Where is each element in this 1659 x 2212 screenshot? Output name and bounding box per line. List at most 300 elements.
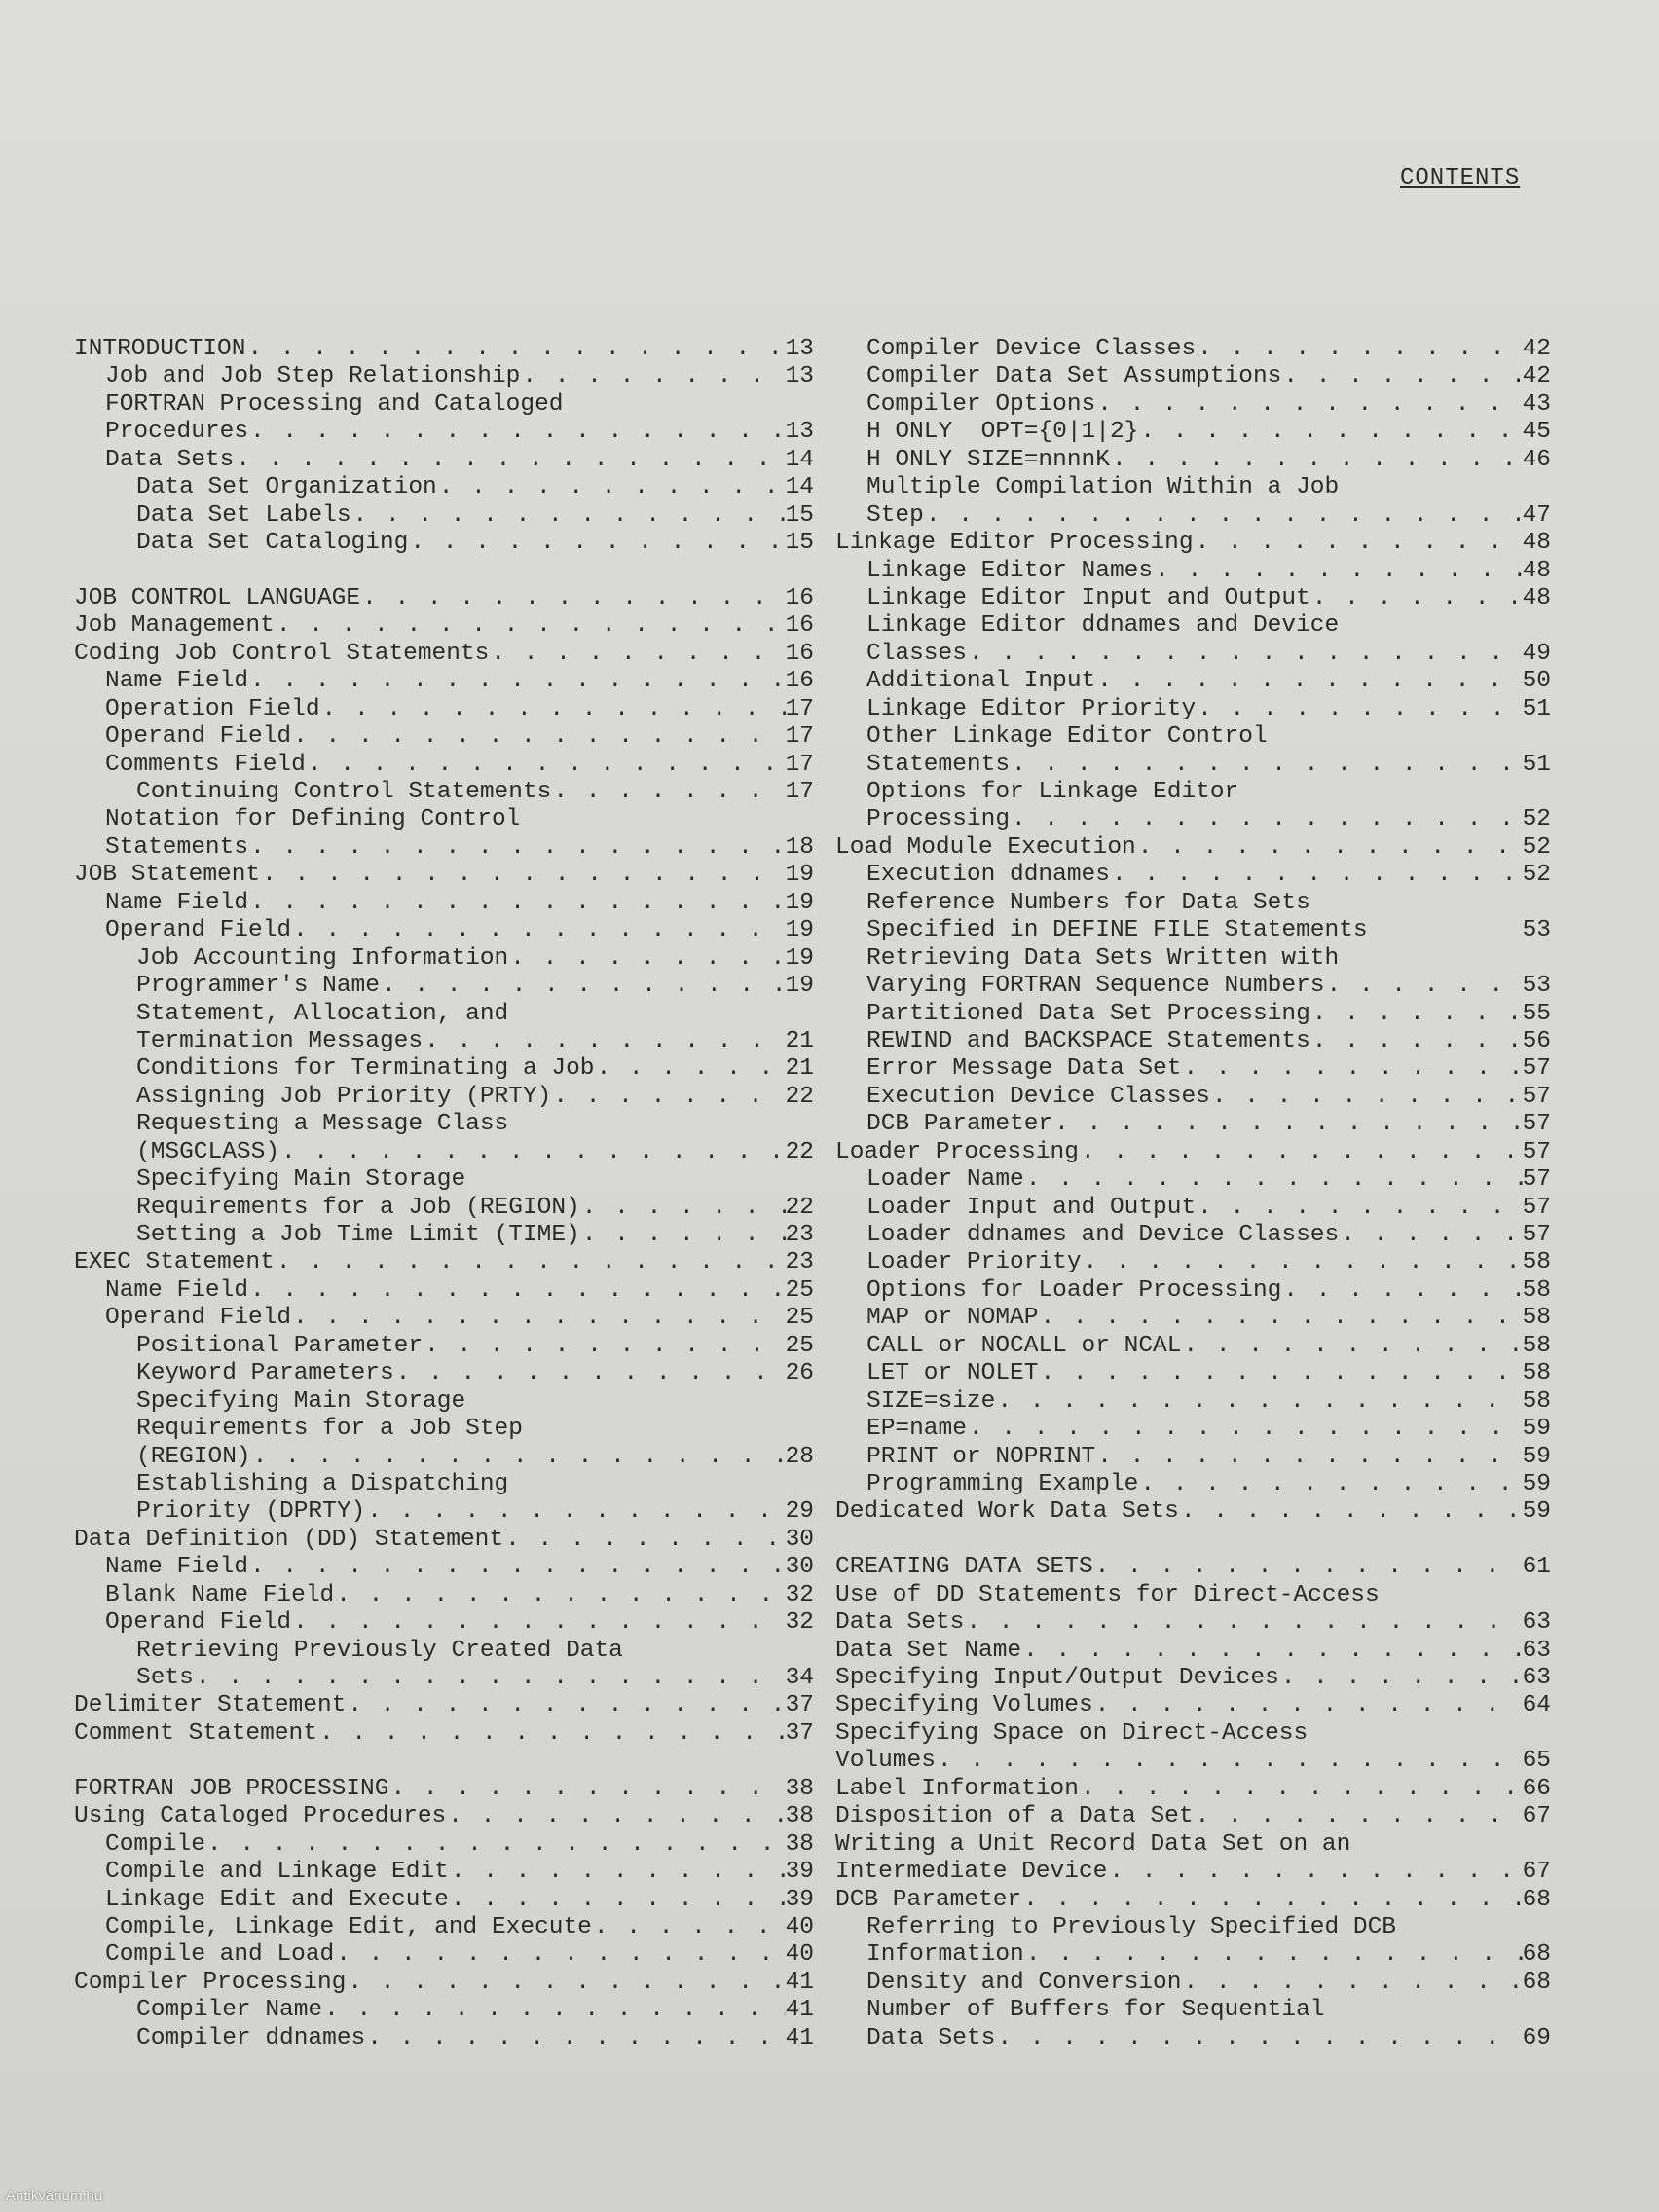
toc-page-number: 41 [785, 2024, 814, 2051]
dot-leader [346, 1970, 785, 1996]
toc-entry [74, 1222, 814, 1249]
toc-entry [74, 1527, 814, 1554]
toc-entry [74, 862, 814, 889]
dot-leader [995, 1388, 1522, 1415]
toc-page-number: 32 [785, 1581, 814, 1608]
toc-entry [835, 363, 1551, 390]
dot-leader [1310, 1001, 1523, 1027]
toc-page-number: 34 [785, 1665, 814, 1691]
toc-page-number: 52 [1522, 862, 1551, 889]
toc-right-column [835, 336, 1551, 2052]
toc-page-number: 52 [1522, 833, 1551, 861]
toc-entry [74, 2025, 814, 2052]
dot-leader [360, 585, 786, 611]
dot-leader [967, 1416, 1523, 1442]
toc-entry-title: Intermediate Device [835, 1859, 1108, 1886]
toc-page-number: 19 [785, 917, 814, 944]
toc-entry [835, 945, 1551, 973]
toc-page-number: 16 [785, 668, 814, 695]
toc-entry [835, 1941, 1551, 1969]
toc-entry [74, 1001, 814, 1028]
toc-entry [835, 1001, 1551, 1028]
dot-leader [260, 862, 785, 888]
dot-leader [365, 1498, 785, 1525]
dot-leader [248, 668, 786, 694]
dot-leader [334, 1582, 785, 1608]
toc-page-number: 17 [785, 723, 814, 751]
toc-entry-title: Compiler Name [136, 1997, 323, 2024]
toc-entry-title: Statement, Allocation, and [136, 1000, 509, 1027]
dot-leader [1281, 1277, 1522, 1304]
dot-leader [503, 1527, 786, 1553]
toc-entry-title: H ONLY OPT={0|1|2} [866, 419, 1139, 446]
toc-entry [835, 447, 1551, 474]
toc-entry [835, 1277, 1551, 1305]
dot-leader [924, 502, 1523, 529]
toc-entry [835, 1166, 1551, 1194]
toc-entry-title: Compile and Linkage Edit [105, 1859, 449, 1886]
toc-entry [74, 806, 814, 833]
toc-page-number: 58 [1522, 1360, 1551, 1387]
dot-leader [346, 1692, 785, 1718]
toc-entry [74, 1831, 814, 1859]
toc-entry-title: Linkage Editor Processing [835, 530, 1194, 557]
toc-entry [74, 1055, 814, 1083]
toc-entry [835, 1498, 1551, 1526]
toc-page-number: 68 [1522, 1969, 1551, 1996]
toc-entry-title: Loader Name [866, 1166, 1024, 1194]
dot-leader [1181, 1333, 1522, 1359]
toc-entry-title: Programming Example [866, 1470, 1139, 1497]
toc-entry-title: Operand Field [105, 1609, 292, 1637]
toc-entry [835, 1084, 1551, 1111]
toc-page-number: 38 [785, 1803, 814, 1830]
toc-page-number: 59 [1522, 1498, 1551, 1526]
toc-entry-title: Volumes [835, 1748, 936, 1775]
toc-page-number: 22 [785, 1138, 814, 1165]
toc-entry [835, 1222, 1551, 1249]
toc-page-number: 19 [785, 944, 814, 972]
toc-entry-title: Error Message Data Set [866, 1055, 1182, 1083]
dot-leader [248, 1554, 786, 1580]
toc-entry [74, 612, 814, 640]
toc-entry-title: EXEC Statement [74, 1249, 275, 1276]
toc-page-number: 22 [785, 1083, 814, 1110]
toc-page-number: 21 [785, 1027, 814, 1054]
toc-page-number: 16 [785, 612, 814, 640]
dot-leader [580, 1222, 786, 1248]
toc-entry [74, 752, 814, 779]
dot-leader [275, 612, 786, 639]
toc-entry-title: Job Management [74, 612, 275, 640]
toc-entry-title: MAP or NOMAP [866, 1305, 1039, 1332]
toc-page-number: 21 [785, 1055, 814, 1083]
toc-entry [835, 890, 1551, 917]
toc-entry [74, 1444, 814, 1471]
toc-page-number: 17 [785, 779, 814, 805]
toc-entry [74, 363, 814, 390]
toc-entry-title: DCB Parameter [866, 1111, 1053, 1138]
toc-entry [835, 641, 1551, 668]
dot-leader [1010, 806, 1523, 832]
toc-entry [835, 862, 1551, 889]
toc-entry-title: Compiler Processing [74, 1969, 347, 1996]
toc-entry [74, 641, 814, 668]
dot-leader [251, 1444, 786, 1470]
dot-leader [1038, 1305, 1522, 1331]
toc-page-number: 57 [1522, 1138, 1551, 1165]
toc-page-number: 66 [1522, 1775, 1551, 1802]
toc-entry [74, 1305, 814, 1332]
toc-entry-title: LET or NOLET [866, 1360, 1039, 1387]
toc-entry-title: Multiple Compilation Within a Job [866, 474, 1340, 501]
section-gap [74, 1748, 814, 1775]
dot-leader [365, 2025, 785, 2051]
toc-page-number: 58 [1522, 1276, 1551, 1304]
toc-page-number: 51 [1522, 695, 1551, 722]
toc-entry-title: Linkage Editor Input and Output [866, 584, 1310, 611]
toc-page-number: 14 [785, 446, 814, 473]
toc-entry-title: Data Definition (DD) Statement [74, 1526, 504, 1553]
dot-leader [320, 696, 786, 722]
toc-page-number: 69 [1522, 2024, 1551, 2051]
toc-entry-title: SIZE=size [866, 1387, 996, 1415]
toc-entry [74, 1859, 814, 1886]
toc-entry-title: Statements [105, 833, 249, 861]
toc-page-number: 59 [1522, 1416, 1551, 1443]
dot-leader [1021, 1638, 1522, 1664]
toc-entry-title: EP=name [866, 1416, 967, 1443]
toc-page-number: 49 [1522, 640, 1551, 667]
toc-page-number: 48 [1522, 530, 1551, 557]
toc-entry [835, 1249, 1551, 1276]
dot-leader [194, 1665, 786, 1691]
toc-page-number: 42 [1522, 363, 1551, 390]
dot-leader [1095, 391, 1522, 418]
toc-entry [835, 585, 1551, 612]
dot-leader [1196, 696, 1522, 722]
dot-leader [291, 1609, 785, 1636]
toc-page-number: 30 [785, 1526, 814, 1553]
toc-entry-title: Load Module Execution [835, 833, 1136, 861]
toc-entry [835, 336, 1551, 363]
toc-entry-title: Writing a Unit Record Data Set on an [835, 1830, 1351, 1858]
dot-leader [1181, 1970, 1522, 1996]
toc-entry [835, 1914, 1551, 1941]
toc-entry [835, 696, 1551, 723]
toc-entry [835, 1887, 1551, 1914]
toc-entry [74, 973, 814, 1000]
toc-entry-title: FORTRAN JOB PROCESSING [74, 1775, 389, 1802]
toc-page-number: 17 [785, 695, 814, 722]
toc-entry [835, 391, 1551, 419]
toc-entry [835, 1333, 1551, 1360]
toc-entry-title: Compile, Linkage Edit, and Execute [105, 1913, 592, 1940]
toc-page-number: 32 [785, 1609, 814, 1637]
toc-page-number: 43 [1522, 390, 1551, 418]
toc-entry [835, 1471, 1551, 1498]
toc-entry-title: INTRODUCTION [74, 336, 246, 362]
toc-page-number: 67 [1522, 1859, 1551, 1886]
dot-leader [1095, 668, 1522, 694]
toc-entry-title: Name Field [105, 889, 249, 916]
toc-entry [835, 752, 1551, 779]
dot-leader [1179, 1498, 1523, 1525]
toc-entry-title: Data Sets [835, 1609, 965, 1637]
toc-page-number: 58 [1522, 1249, 1551, 1276]
toc-entry [74, 585, 814, 612]
toc-entry-title: Use of DD Statements for Direct-Access [835, 1581, 1380, 1608]
dot-leader [1079, 1139, 1523, 1165]
toc-entry-title: Referring to Previously Specified DCB [866, 1913, 1396, 1940]
toc-entry [835, 612, 1551, 640]
toc-page-number: 39 [785, 1886, 814, 1913]
toc-page-number: 25 [785, 1305, 814, 1332]
toc-entry [835, 806, 1551, 833]
dot-leader [1194, 1803, 1523, 1829]
toc-entry-title: Linkage Editor Names [866, 557, 1154, 584]
toc-entry-title: Options for Linkage Editor [866, 779, 1239, 805]
dot-leader [1024, 1166, 1523, 1193]
dot-leader [279, 1139, 786, 1165]
toc-entry [835, 474, 1551, 501]
toc-entry [74, 1970, 814, 1997]
toc-entry-title: Specifying Input/Output Devices [835, 1665, 1279, 1691]
toc-entry-title: CREATING DATA SETS [835, 1554, 1093, 1581]
toc-page-number: 41 [785, 1969, 814, 1996]
toc-page-number: 37 [785, 1719, 814, 1747]
toc-entry [74, 447, 814, 474]
toc-entry [835, 723, 1551, 751]
toc-entry [835, 1554, 1551, 1581]
dot-leader [1110, 862, 1523, 888]
dot-leader [234, 447, 785, 473]
toc-entry [74, 779, 814, 806]
toc-entry-title: Establishing a Dispatching [136, 1470, 509, 1497]
dot-leader [508, 945, 785, 972]
toc-entry [835, 1859, 1551, 1886]
toc-entry-title: Delimiter Statement [74, 1692, 347, 1719]
toc-entry-title: Name Field [105, 1554, 249, 1581]
toc-entry [74, 1914, 814, 1941]
dot-leader [1079, 1776, 1523, 1802]
toc-entry [74, 834, 814, 862]
toc-page-number: 30 [785, 1554, 814, 1581]
toc-entry [835, 1831, 1551, 1859]
dot-leader [306, 752, 786, 778]
toc-entry-title: (REGION) [136, 1443, 251, 1470]
toc-entry-title: Partitioned Data Set Processing [866, 1000, 1310, 1027]
toc-entry [835, 668, 1551, 695]
toc-entry [835, 1139, 1551, 1166]
toc-entry [74, 1582, 814, 1609]
dot-leader [1138, 1471, 1522, 1497]
toc-page-number: 52 [1522, 806, 1551, 833]
dot-leader [1107, 1859, 1522, 1885]
toc-page-number: 57 [1522, 1194, 1551, 1221]
dot-leader [1110, 447, 1523, 473]
toc-entry-title: Density and Conversion [866, 1969, 1182, 1996]
toc-entry-title: DCB Parameter [835, 1886, 1022, 1913]
toc-entry [835, 502, 1551, 530]
toc-entry [74, 336, 814, 363]
dot-leader [967, 641, 1523, 667]
toc-entry [835, 973, 1551, 1000]
toc-entry-title: Retrieving Data Sets Written with [866, 944, 1340, 972]
toc-entry-title: Linkage Editor ddnames and Device [866, 612, 1340, 640]
dot-leader [394, 1360, 786, 1386]
section-gap [74, 558, 814, 585]
toc-entry [835, 1360, 1551, 1387]
toc-entry [74, 1084, 814, 1111]
dot-leader [1181, 1055, 1522, 1082]
dot-leader [408, 530, 785, 556]
toc-entry-title: Processing [866, 806, 1011, 833]
toc-entry-title: Statements [866, 751, 1011, 778]
toc-page-number: 59 [1522, 1470, 1551, 1497]
dot-leader [1136, 834, 1523, 861]
toc-entry [74, 1609, 814, 1637]
toc-entry [835, 1388, 1551, 1416]
dot-leader [449, 1859, 786, 1885]
toc-entry-title: Notation for Defining Control [105, 806, 521, 833]
toc-entry-title: (MSGCLASS) [136, 1138, 280, 1165]
toc-entry-title: Retrieving Previously Created Data [136, 1637, 623, 1664]
toc-entry [74, 1803, 814, 1830]
toc-entry [74, 1941, 814, 1969]
dot-leader [205, 1831, 786, 1858]
dot-leader [437, 474, 786, 500]
toc-entry [74, 1665, 814, 1692]
toc-entry [835, 1665, 1551, 1692]
toc-entry-title: Setting a Job Time Limit (TIME) [136, 1222, 580, 1248]
dot-leader [1093, 1692, 1523, 1718]
toc-page-number: 58 [1522, 1387, 1551, 1415]
toc-page-number: 51 [1522, 751, 1551, 778]
toc-page-number: 57 [1522, 1166, 1551, 1194]
toc-entry [74, 1776, 814, 1803]
toc-entry-title: Comments Field [105, 751, 306, 778]
toc-page-number: 57 [1522, 1055, 1551, 1083]
toc-entry [835, 1776, 1551, 1803]
toc-entry-title: Data Sets [866, 2024, 996, 2051]
toc-page-number: 58 [1522, 1332, 1551, 1359]
toc-entry-title: Compiler Options [866, 390, 1096, 418]
dot-leader [388, 1776, 785, 1802]
dot-leader [1153, 558, 1523, 584]
dot-leader [1010, 752, 1523, 778]
toc-page-number: 25 [785, 1332, 814, 1359]
toc-entry [74, 1111, 814, 1138]
toc-entry-title: Compiler ddnames [136, 2024, 366, 2051]
toc-page-number: 50 [1522, 668, 1551, 695]
toc-entry-title: Classes [866, 640, 967, 667]
toc-entry [835, 1305, 1551, 1332]
toc-page-number: 57 [1522, 1083, 1551, 1110]
toc-entry-title: Job Accounting Information [136, 944, 509, 972]
toc-entry [835, 530, 1551, 557]
toc-entry [74, 1638, 814, 1665]
toc-entry-title: Operand Field [105, 723, 292, 751]
dot-leader [1138, 419, 1522, 445]
toc-entry-title: Blank Name Field [105, 1581, 335, 1608]
dot-leader [1082, 1249, 1523, 1275]
dot-leader [1339, 1222, 1522, 1248]
toc-entry [835, 1195, 1551, 1222]
toc-entry-title: Options for Loader Processing [866, 1276, 1282, 1304]
toc-entry [74, 1139, 814, 1166]
toc-page-number: 45 [1522, 419, 1551, 446]
toc-page-number: 19 [785, 862, 814, 889]
dot-leader [1196, 1195, 1522, 1221]
toc-entry-title: Data Set Labels [136, 501, 351, 529]
toc-page-number: 65 [1522, 1748, 1551, 1775]
toc-page-number: 18 [785, 833, 814, 861]
toc-page-number: 46 [1522, 446, 1551, 473]
toc-page-number: 53 [1522, 973, 1551, 1000]
toc-page-number: 58 [1522, 1305, 1551, 1332]
toc-entry-title: Other Linkage Editor Control [866, 723, 1268, 751]
toc-entry-title: Conditions for Terminating a Job [136, 1055, 595, 1083]
toc-page-number: 57 [1522, 1222, 1551, 1248]
toc-entry-title: Operand Field [105, 1305, 292, 1332]
toc-entry [74, 1166, 814, 1194]
toc-entry-title: Loader Processing [835, 1138, 1079, 1165]
toc-page-number: 41 [785, 1997, 814, 2024]
toc-entry-title: Reference Numbers for Data Sets [866, 889, 1310, 916]
toc-entry [835, 1582, 1551, 1609]
dot-leader [489, 641, 785, 667]
toc-entry-title: Requesting a Message Class [136, 1111, 509, 1138]
toc-entry [74, 1554, 814, 1581]
dot-leader [248, 1277, 786, 1304]
dot-leader [1052, 1111, 1522, 1137]
toc-page-number: 55 [1522, 1000, 1551, 1027]
toc-page-number: 25 [785, 1276, 814, 1304]
toc-page-number: 16 [785, 584, 814, 611]
dot-leader [248, 419, 786, 445]
toc-page-number: 48 [1522, 557, 1551, 584]
toc-entry-title: Label Information [835, 1775, 1079, 1802]
toc-page-number: 13 [785, 363, 814, 390]
dot-leader [334, 1941, 785, 1968]
toc-entry-title: Comment Statement [74, 1719, 317, 1747]
toc-entry [835, 917, 1551, 944]
toc-entry-title: Operation Field [105, 695, 320, 722]
section-gap [835, 1527, 1551, 1554]
toc-entry-title: Loader ddnames and Device Classes [866, 1222, 1340, 1248]
toc-entry-title: Coding Job Control Statements [74, 640, 490, 667]
toc-entry-title: Priority (DPRTY) [136, 1498, 366, 1526]
toc-entry-title: Loader Input and Output [866, 1194, 1197, 1221]
toc-page-number: 56 [1522, 1027, 1551, 1054]
toc-entry [74, 1277, 814, 1305]
dot-leader [380, 973, 786, 999]
toc-page-number: 63 [1522, 1665, 1551, 1691]
toc-entry-title: CALL or NOCALL or NCAL [866, 1332, 1182, 1359]
toc-page-number: 40 [785, 1913, 814, 1940]
toc-entry [74, 1471, 814, 1498]
dot-leader [592, 1914, 786, 1940]
toc-entry-title: Additional Input [866, 668, 1096, 695]
toc-entry-title: Specifying Space on Direct-Access [835, 1719, 1309, 1747]
toc-page-number: 47 [1522, 501, 1551, 529]
toc-page-number: 15 [785, 501, 814, 529]
dot-leader [995, 2025, 1522, 2051]
toc-entry-title: Assigning Job Priority (PRTY) [136, 1083, 552, 1110]
toc-entry [835, 1803, 1551, 1830]
toc-entry [74, 668, 814, 695]
